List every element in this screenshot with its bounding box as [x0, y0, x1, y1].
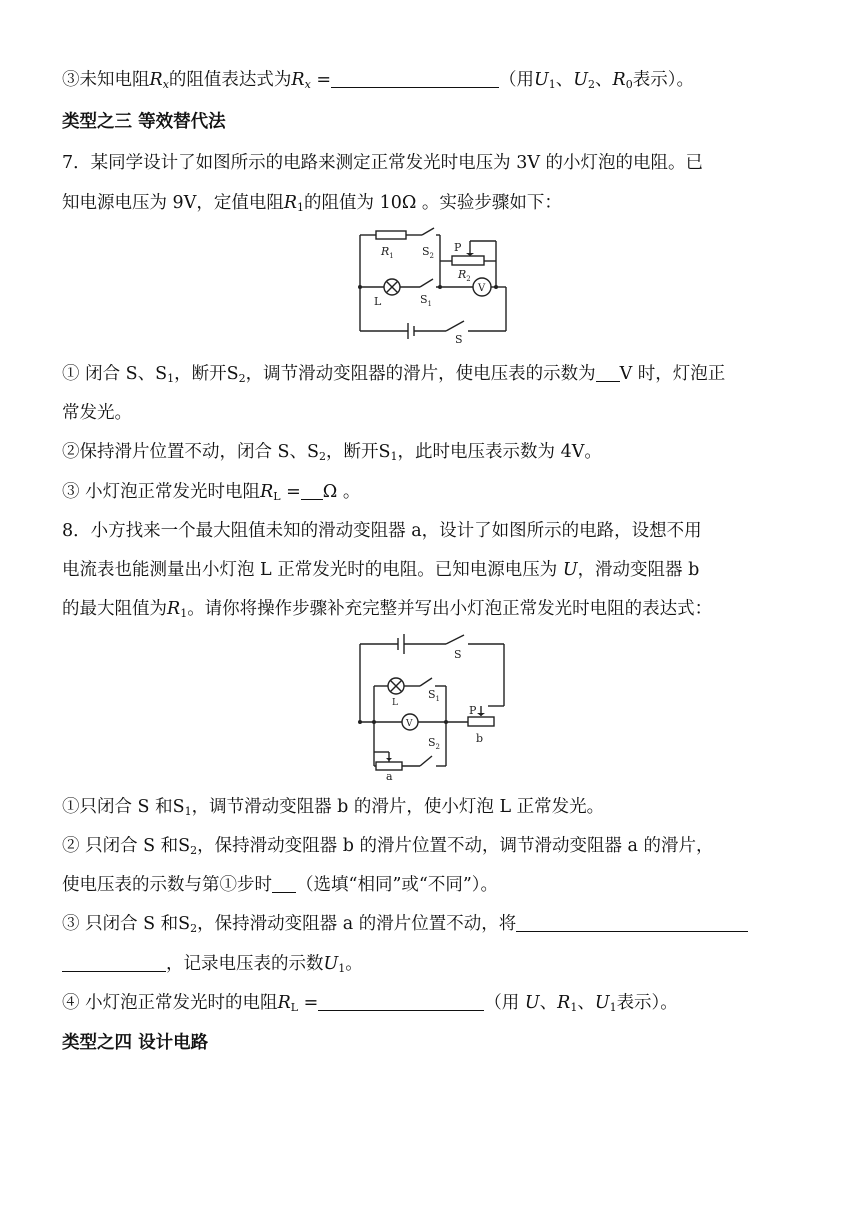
label-b: b — [476, 732, 484, 745]
text: ，保持滑动变阻器 b 的滑片位置不动，调节滑动变阻器 a 的滑片， — [197, 836, 714, 856]
text: ③ 小灯泡正常发光时电阻 — [62, 482, 261, 502]
subscript: 2 — [319, 450, 327, 463]
label-r1: R — [381, 245, 390, 258]
svg-text:S1 — [420, 293, 432, 308]
subscript: 1 — [338, 962, 346, 975]
question-6-step-3 — [62, 68, 694, 92]
text: ② 只闭合 S 和S — [62, 836, 191, 856]
subscript: x — [304, 78, 311, 91]
label-voltmeter: V — [406, 719, 413, 729]
subscript: 2 — [190, 844, 198, 857]
text: 电流表也能测量出小灯泡 L 正常发光时的电阻。已知电源电压为 — [62, 560, 563, 580]
subscript: 2 — [238, 372, 246, 385]
question-8-line-1: 8．小方找来一个最大阻值未知的滑动变阻器 a，设计了如图所示的电路，设想不用 — [62, 521, 702, 541]
var-r: R — [277, 993, 291, 1013]
label-p: P — [469, 704, 477, 717]
label-p: P — [454, 241, 462, 254]
label-l: L — [374, 295, 382, 308]
q7-step-3 — [62, 480, 360, 504]
text: 使电压表的示数与第①步时 — [62, 875, 272, 895]
var-u: U — [534, 70, 549, 90]
text: ，保持滑动变阻器 a 的滑片位置不动，将 — [197, 914, 517, 934]
text: ，调节滑动变阻器的滑片，使电压表的示数为 — [245, 364, 596, 384]
text: 、 — [539, 993, 558, 1013]
subscript: 1 — [570, 1001, 578, 1014]
question-7-line-2 — [62, 191, 562, 215]
label-s2-sub: 2 — [435, 743, 441, 751]
text: ，滑动变阻器 b — [577, 560, 700, 580]
text: 的阻值为 10Ω 。实验步骤如下： — [304, 193, 562, 213]
label-s1-sub: 1 — [427, 300, 433, 308]
subscript: 1 — [609, 1001, 617, 1014]
q8-step-3-line-1 — [62, 912, 748, 936]
label-voltmeter: V — [478, 283, 486, 294]
circuit-diagram-2 — [350, 634, 512, 782]
answer-blank[interactable] — [272, 874, 296, 893]
text: 。 — [345, 954, 363, 974]
label-s1: S — [428, 688, 436, 701]
var-r: R — [260, 482, 274, 502]
var-u: U — [524, 993, 540, 1013]
text: ④ 小灯泡正常发光时的电阻 — [62, 993, 278, 1013]
var-u: U — [594, 993, 610, 1013]
subscript: 1 — [297, 201, 305, 214]
question-8-line-2 — [62, 558, 699, 582]
subscript: L — [273, 490, 281, 503]
text: 、 — [577, 993, 595, 1013]
subscript: 2 — [190, 922, 198, 935]
answer-blank[interactable] — [596, 363, 620, 382]
var-r: R — [557, 993, 571, 1013]
answer-blank[interactable] — [301, 481, 323, 500]
text: 的最大阻值为 — [62, 599, 167, 619]
text: ① 闭合 S、S — [62, 364, 168, 384]
subscript: L — [290, 1001, 299, 1014]
svg-text:S2 — [428, 736, 440, 751]
var-r: R — [149, 70, 163, 90]
q7-step-2 — [62, 440, 602, 464]
text: V 时，灯泡正 — [619, 364, 726, 384]
var-r: R — [291, 70, 305, 90]
text: 、 — [595, 70, 613, 90]
answer-blank[interactable] — [331, 69, 499, 88]
text: ，调节滑动变阻器 b 的滑片，使小灯泡 L 正常发光。 — [191, 797, 605, 817]
q7-step-1-line-2: 常发光。 — [62, 403, 132, 423]
q8-step-2-line-2 — [62, 873, 498, 897]
text: 。请你将操作步骤补充完整并写出小灯泡正常发光时电阻的表达式： — [187, 599, 713, 619]
label-s2-sub: 2 — [429, 252, 435, 260]
q8-step-3-line-2 — [62, 952, 363, 976]
var-u: U — [573, 70, 589, 90]
subscript: 1 — [390, 450, 398, 463]
label-s2: S — [422, 245, 430, 258]
var-u: U — [323, 954, 339, 974]
label-a: a — [386, 770, 393, 782]
answer-blank[interactable] — [318, 992, 484, 1011]
var-r: R — [612, 70, 626, 90]
equals: = — [280, 482, 301, 502]
var-r: R — [283, 193, 298, 213]
subscript: 0 — [625, 78, 633, 91]
text: ，断开S — [174, 364, 239, 384]
label-r2: R — [458, 268, 467, 281]
question-7-line-1: 7．某同学设计了如图所示的电路来测定正常发光时电压为 3V 的小灯泡的电阻。已 — [62, 153, 704, 173]
q8-step-1 — [62, 795, 604, 819]
text: Ω 。 — [322, 482, 361, 502]
subscript: 1 — [548, 78, 556, 91]
label-s: S — [455, 333, 463, 343]
equals: = — [310, 70, 332, 90]
subscript: 1 — [184, 805, 192, 818]
subscript: x — [162, 78, 169, 91]
text: （用 — [499, 70, 535, 90]
svg-text:R1 — [380, 245, 394, 260]
text: 表示）。 — [632, 70, 694, 90]
svg-text:S2 — [422, 245, 434, 260]
text: 表示）。 — [616, 993, 678, 1013]
label-s2: S — [428, 736, 436, 749]
section-heading-type-4: 类型之四 设计电路 — [62, 1033, 209, 1053]
answer-blank[interactable] — [516, 913, 748, 932]
text: （选填“相同”或“不同”）。 — [296, 875, 499, 895]
label-s1: S — [420, 293, 428, 306]
question-8-line-3 — [62, 597, 712, 621]
var-u: U — [562, 560, 578, 580]
q8-step-4 — [62, 991, 678, 1015]
text: 的阻值表达式为 — [168, 70, 292, 90]
answer-blank[interactable] — [62, 953, 166, 972]
text: ，记录电压表的示数 — [166, 954, 324, 974]
subscript: 2 — [588, 78, 596, 91]
q7-step-1-line-1 — [62, 362, 725, 386]
subscript: 1 — [180, 607, 188, 620]
subscript: 1 — [167, 372, 175, 385]
label-r1-sub: 1 — [389, 252, 394, 260]
circuit-diagram-1 — [350, 225, 520, 343]
label-s1-sub: 1 — [435, 695, 441, 703]
label-s: S — [454, 648, 462, 661]
label-l: L — [392, 698, 398, 708]
text: ③未知电阻 — [62, 70, 150, 90]
text: ，断开S — [326, 442, 391, 462]
q8-step-2-line-1 — [62, 834, 714, 858]
text: 知电源电压为 9V，定值电阻 — [62, 193, 284, 213]
text: ，此时电压表示数为 4V。 — [397, 442, 602, 462]
svg-text:R2 — [457, 268, 471, 283]
label-r2-sub: 2 — [466, 275, 471, 283]
text: （用 — [484, 993, 525, 1013]
text: ①只闭合 S 和S — [62, 797, 185, 817]
var-r: R — [167, 599, 181, 619]
section-heading-type-3: 类型之三 等效替代法 — [62, 112, 226, 132]
text: ③ 只闭合 S 和S — [62, 914, 191, 934]
svg-text:S1 — [428, 688, 440, 703]
text: 、 — [555, 70, 574, 90]
text: ②保持滑片位置不动，闭合 S、S — [62, 442, 320, 462]
equals: = — [298, 993, 319, 1013]
